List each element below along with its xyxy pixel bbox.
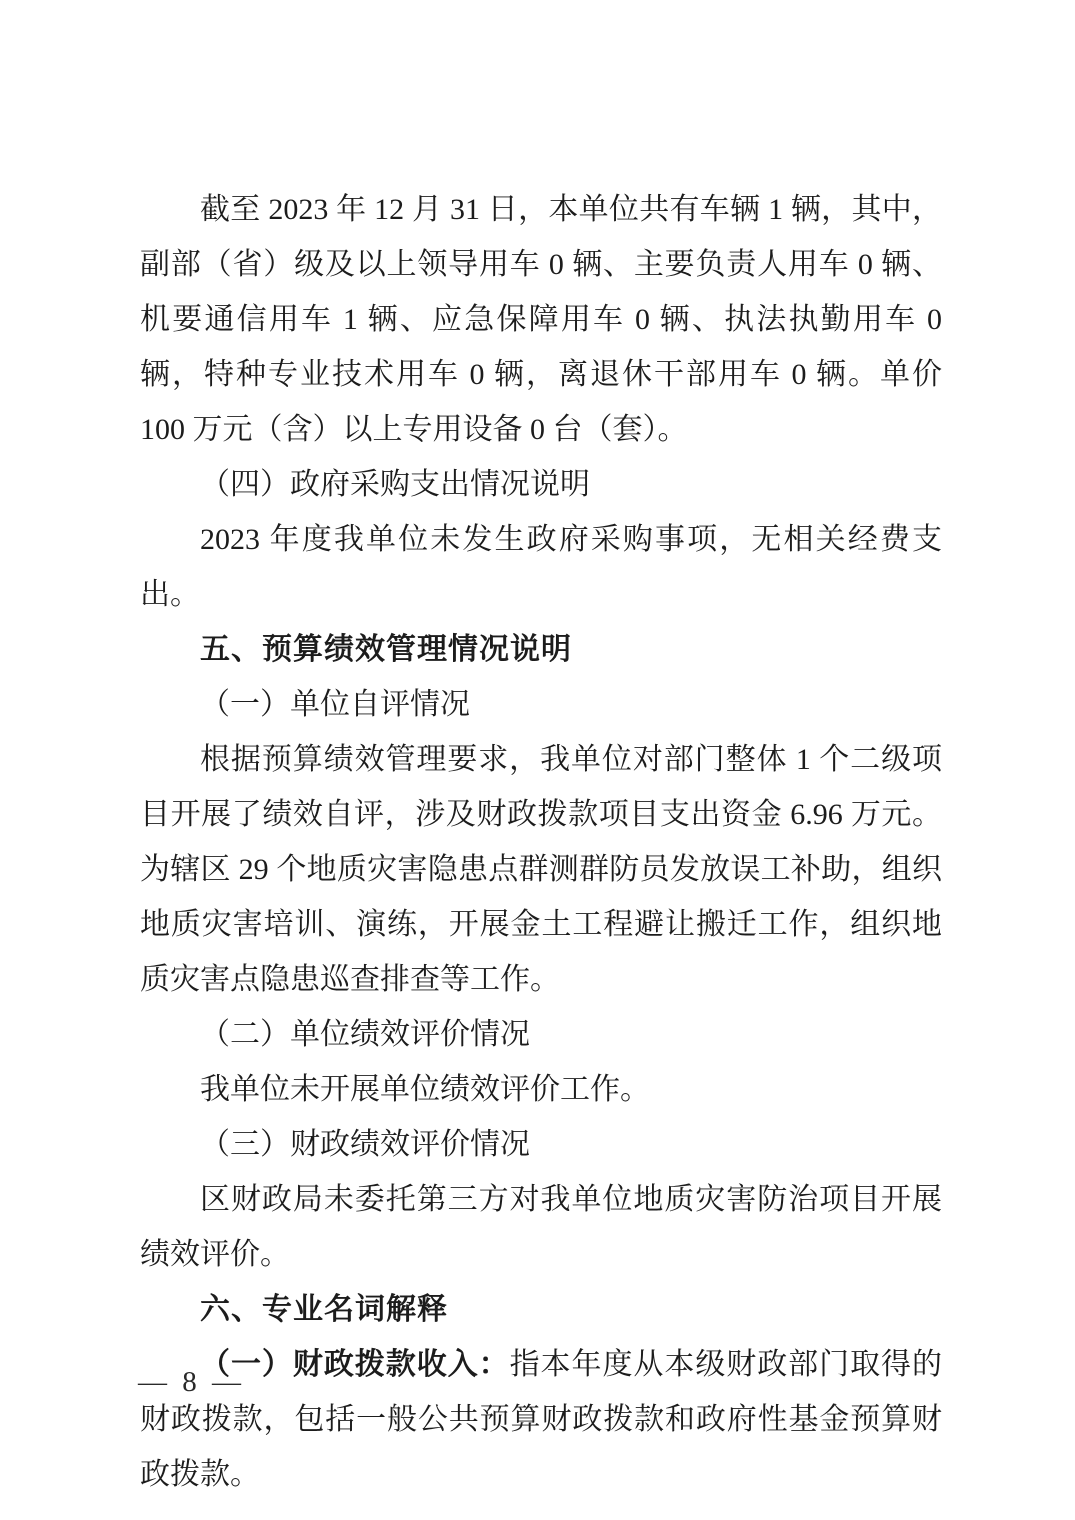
page-number: — 8 —: [138, 1366, 245, 1398]
term-fiscal-appropriation-definition: 指本年度从本级财政部门取得的财政拨款，包括一般公共预算财政拨款和政府性基金预算财政拨款。: [140, 1348, 943, 1491]
fiscal-evaluation-paragraph: 区财政局未委托第三方对我单位地质灾害防治项目开展绩效评价。: [140, 1183, 942, 1271]
subheading-fiscal-evaluation: （三）财政绩效评价情况: [200, 1128, 530, 1161]
section-heading-budget-performance: 五、预算绩效管理情况说明: [200, 633, 572, 666]
subheading-gov-procurement: （四）政府采购支出情况说明: [200, 468, 590, 501]
term-fiscal-appropriation-paragraph: [140, 1337, 942, 1502]
vehicles-paragraph: 截至 2023 年 12 月 31 日，本单位共有车辆 1 辆，其中，副部（省）级及以上领导用车 0 辆、主要负责人用车 0 辆、机要通信用车 1 辆、应急保障用车 0 辆、执法执勤用车 0 辆，特种专业技术用车 0 辆，离退休干部用车 0 辆。单价 100 万元（含）以上专用设备 0 台（套）。: [140, 193, 942, 446]
unit-evaluation-paragraph: 我单位未开展单位绩效评价工作。: [200, 1073, 650, 1106]
term-fiscal-appropriation-label: （一）财政拨款收入：: [200, 1348, 510, 1381]
self-evaluation-paragraph: 根据预算绩效管理要求，我单位对部门整体 1 个二级项目开展了绩效自评，涉及财政拨款项目支出资金 6.96 万元。为辖区 29 个地质灾害隐患点群测群防员发放误工补助，组织地质灾害培训、演练，开展金土工程避让搬迁工作，组织地质灾害点隐患巡查排查等工作。: [140, 743, 942, 996]
document-body: [140, 182, 942, 1502]
subheading-self-evaluation: （一）单位自评情况: [200, 688, 470, 721]
gov-procurement-paragraph: 2023 年度我单位未发生政府采购事项，无相关经费支出。: [140, 523, 942, 611]
subheading-unit-evaluation: （二）单位绩效评价情况: [200, 1018, 530, 1051]
section-heading-terminology: 六、专业名词解释: [200, 1293, 448, 1326]
